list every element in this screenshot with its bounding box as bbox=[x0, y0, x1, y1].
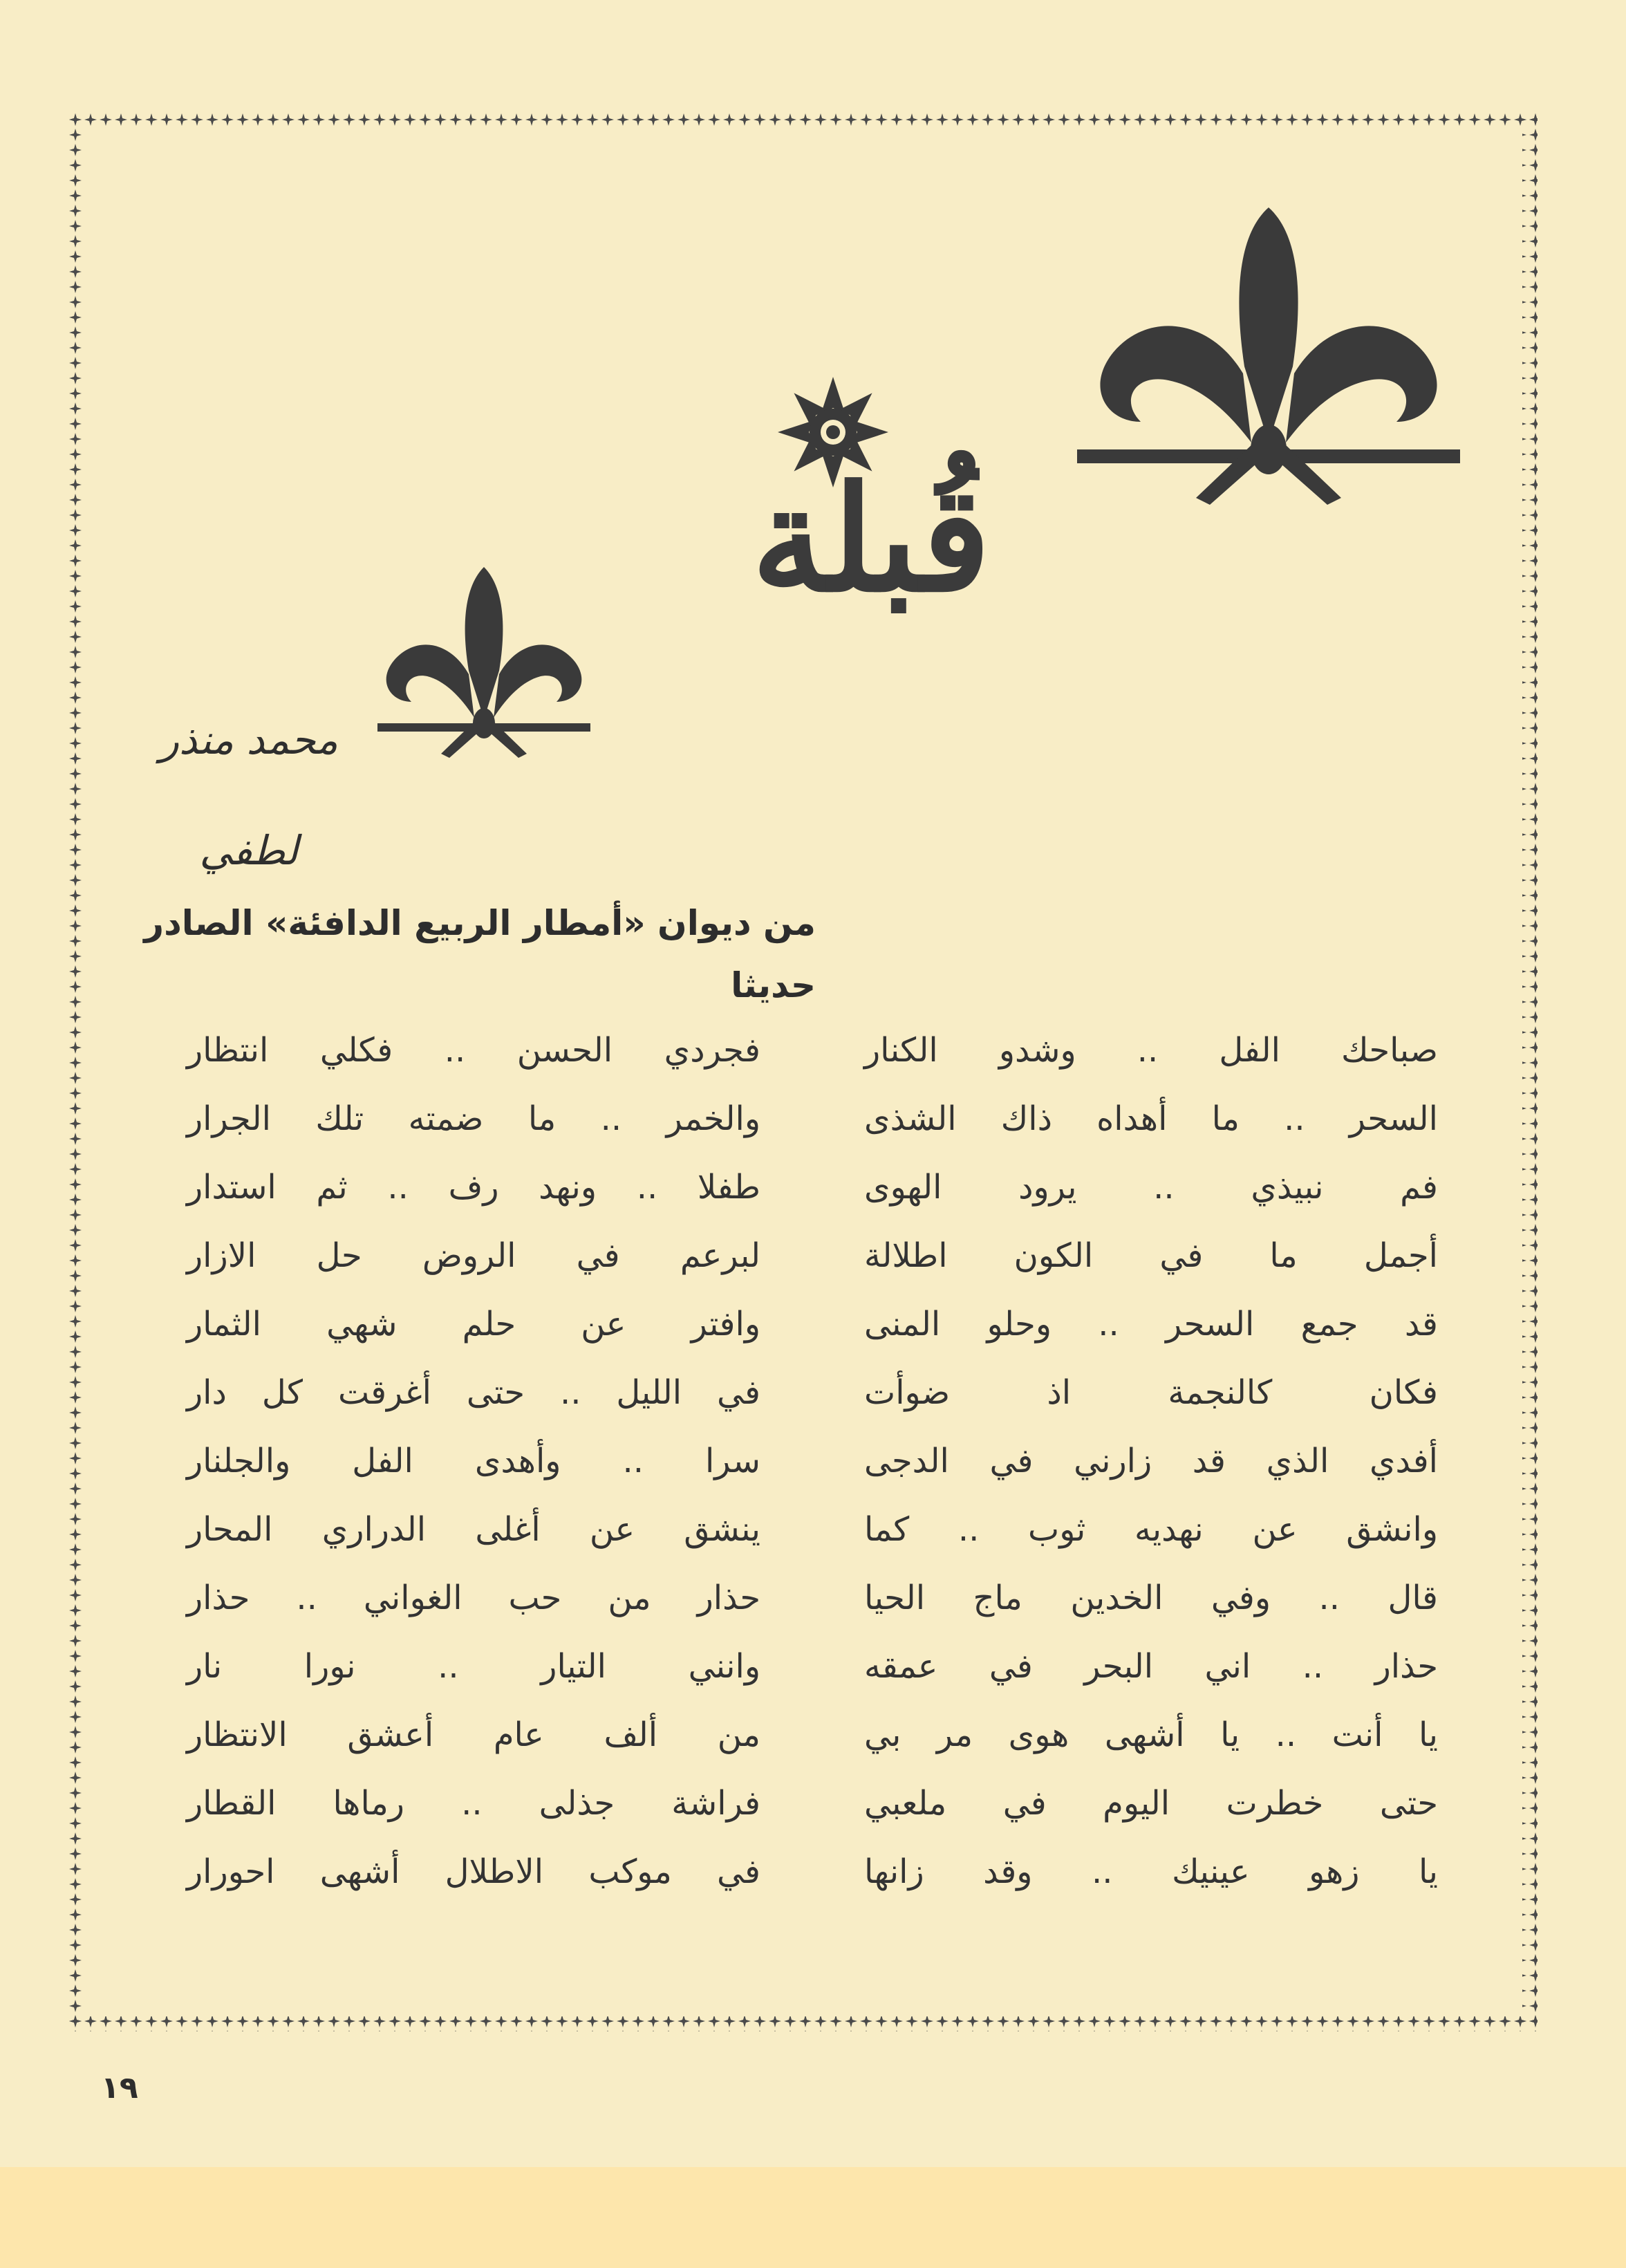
verse-line: يا أنت .. يا أشهى هوى مر بي bbox=[864, 1716, 1438, 1754]
poem-right-column bbox=[864, 1016, 1438, 1984]
verse-line: فراشة جذلى .. رماها القطار bbox=[187, 1784, 760, 1823]
poem-title: قُبلة bbox=[751, 454, 991, 624]
verse-line: لبرعم في الروض حل الازار bbox=[187, 1236, 760, 1275]
verse-line: أفدي الذي قد زارني في الدجى bbox=[864, 1442, 1438, 1480]
verse-line: سرا .. وأهدى الفل والجلنار bbox=[187, 1442, 760, 1480]
fleur-de-lis-ornament bbox=[1072, 194, 1466, 512]
verse-line: فكان كالنجمة اذ ضوأت bbox=[864, 1373, 1438, 1412]
fleur-de-lis-small-ornament bbox=[373, 560, 595, 761]
verse-line: ينشق عن أغلى الدراري المحار bbox=[187, 1510, 760, 1549]
verse-line: حذار .. اني البحر في عمقه bbox=[864, 1647, 1438, 1686]
verse-line: والخمر .. ما ضمته تلك الجرار bbox=[187, 1099, 760, 1138]
verse-line: فم نبيذي .. يرود الهوى bbox=[864, 1168, 1438, 1207]
verse-line: طفلا .. ونهد رف .. ثم استدار bbox=[187, 1168, 760, 1207]
author-signature: محمد منذر لطفي bbox=[160, 716, 338, 874]
verse-line: صباحك الفل .. وشدو الكنار bbox=[864, 1031, 1438, 1070]
collection-subtitle: من ديوان «أمطار الربيع الدافئة» الصادر حديثا bbox=[144, 903, 816, 1005]
verse-line: فجردي الحسن .. فكلي انتظار bbox=[187, 1031, 760, 1070]
verse-line: في الليل .. حتى أغرقت كل دار bbox=[187, 1373, 760, 1412]
verse-line: السحر .. ما أهداه ذاك الشذى bbox=[864, 1099, 1438, 1138]
verse-line: وانشق عن نهديه ثوب .. كما bbox=[864, 1510, 1438, 1549]
verse-line: قال .. وفي الخدين ماج الحيا bbox=[864, 1579, 1438, 1617]
page-number: ١٩ bbox=[101, 2070, 138, 2106]
verse-line: حذار من حب الغواني .. حذار bbox=[187, 1579, 760, 1617]
verse-line: من ألف عام أعشق الانتظار bbox=[187, 1716, 760, 1754]
verse-line: أجمل ما في الكون اطلالة bbox=[864, 1236, 1438, 1275]
verse-line: وافتر عن حلم شهي الثمار bbox=[187, 1305, 760, 1344]
verse-line: وانني التيار .. نورا نار bbox=[187, 1647, 760, 1686]
verse-line: قد جمع السحر .. وحلو المنى bbox=[864, 1305, 1438, 1344]
verse-line: يا زهو عينيك .. وقد زانها bbox=[864, 1852, 1438, 1891]
poem-left-column bbox=[187, 1016, 760, 1984]
verse-line: حتى خطرت اليوم في ملعبي bbox=[864, 1784, 1438, 1823]
verse-line: في موكب الاطلال أشهى احورار bbox=[187, 1852, 760, 1891]
